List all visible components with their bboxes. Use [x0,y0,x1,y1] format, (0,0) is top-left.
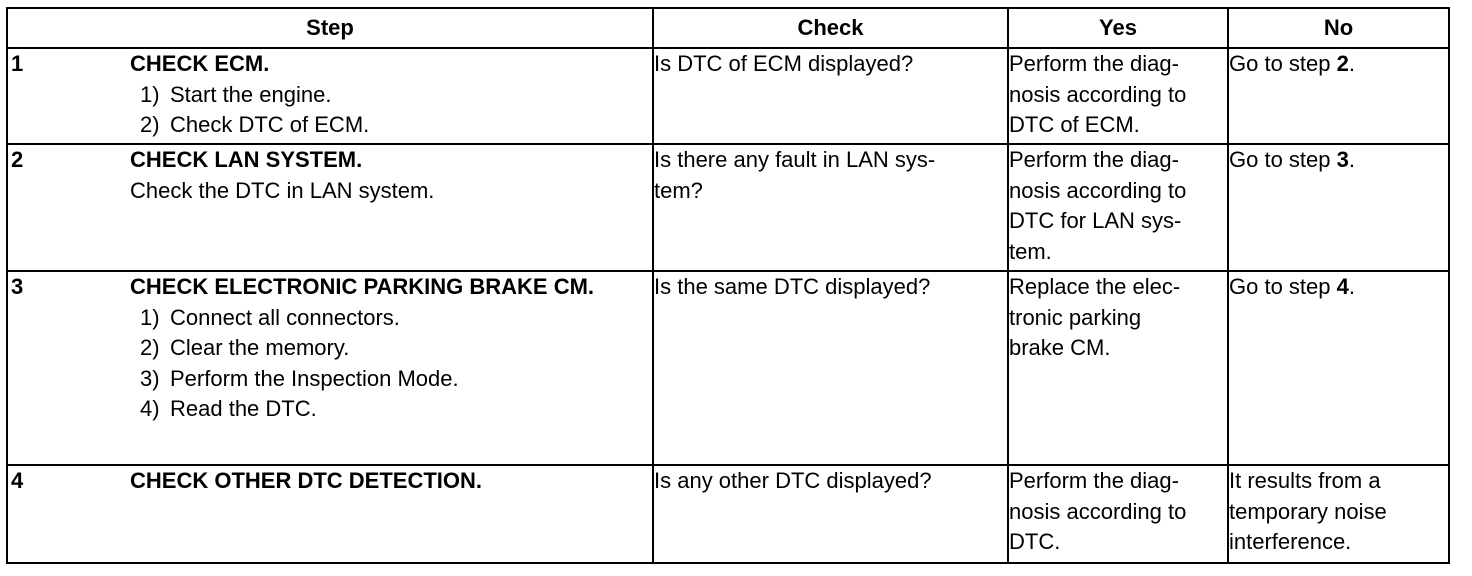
goto-step-number: 4 [1336,274,1349,299]
yes-line: DTC of ECM. [1009,112,1140,137]
no-cell [1228,144,1449,271]
check-line: Is there any fault in LAN sys- [654,147,936,172]
step-item [130,364,612,395]
no-line: temporary noise [1229,498,1387,524]
no-line: interference. [1229,529,1352,554]
step-title: CHECK LAN SYSTEM. [130,147,363,172]
table-row [7,48,1449,144]
step-item-text: Connect all connectors. [170,304,400,330]
step-item-number: 1) [140,304,160,330]
goto-step-number: 3 [1336,147,1349,172]
step-item-text: Perform the Inspection Mode. [170,365,459,391]
step-item-text: Start the engine. [170,81,332,107]
step-cell [7,271,653,465]
yes-cell [1008,465,1228,563]
header-step: Step [7,8,653,48]
yes-line: Perform the diag- [1009,468,1179,493]
no-text: Go to step [1229,147,1337,172]
header-row [7,8,1449,48]
step-number: 3 [11,274,24,299]
no-text-suffix: . [1348,274,1355,299]
step-body-text: Check the DTC in LAN system. [130,177,435,203]
step-number: 1 [11,51,24,76]
yes-line: tronic parking [1009,304,1142,330]
yes-line: DTC for LAN sys- [1009,208,1182,233]
check-line: tem? [654,177,703,203]
step-item [130,110,646,141]
no-line: It results from a [1229,468,1381,493]
step-cell [7,465,653,563]
step-title: CHECK ELECTRONIC PARKING BRAKE CM. [130,274,595,299]
step-item-text: Read the DTC. [170,396,317,421]
yes-cell [1008,144,1228,271]
no-text: Go to step [1229,51,1337,76]
yes-line: nosis according to [1009,498,1187,524]
no-cell [1228,48,1449,144]
no-text-suffix: . [1348,51,1355,76]
step-item-number: 1) [140,81,160,107]
step-title: CHECK OTHER DTC DETECTION. [130,468,482,493]
table-row [7,271,1449,465]
step-item-number: 4) [140,396,160,421]
step-item-number: 2) [140,335,160,360]
check-line: Is the same DTC displayed? [654,274,931,299]
check-cell [653,144,1008,271]
step-item-number: 2) [140,112,160,137]
step-number: 4 [11,468,24,493]
yes-cell [1008,48,1228,144]
yes-line: Perform the diag- [1009,147,1179,172]
step-item-number: 3) [140,365,160,391]
table-row [7,144,1449,271]
no-text-suffix: . [1348,147,1355,172]
step-number: 2 [11,147,24,172]
no-cell [1228,271,1449,465]
step-item [130,333,612,364]
check-cell [653,48,1008,144]
yes-line: tem. [1009,238,1052,264]
table-row [7,465,1449,563]
step-cell [7,144,653,271]
step-item [130,394,612,425]
step-item [130,80,646,111]
yes-line: nosis according to [1009,177,1187,203]
yes-line: DTC. [1009,529,1061,554]
step-title: CHECK ECM. [130,51,270,76]
yes-line: Replace the elec- [1009,274,1181,299]
step-item-text: Clear the memory. [170,335,350,360]
check-cell [653,271,1008,465]
step-cell [7,48,653,144]
no-cell [1228,465,1449,563]
check-line: Is any other DTC displayed? [654,468,932,493]
yes-line: nosis according to [1009,81,1187,107]
goto-step-number: 2 [1336,51,1349,76]
yes-line: brake CM. [1009,335,1111,360]
header-yes: Yes [1008,8,1228,48]
header-check: Check [653,8,1008,48]
check-cell [653,465,1008,563]
yes-cell [1008,271,1228,465]
header-no: No [1228,8,1449,48]
yes-line: Perform the diag- [1009,51,1179,76]
diagnosis-table [6,7,1450,564]
step-item-text: Check DTC of ECM. [170,112,370,137]
step-item [130,303,612,334]
check-line: Is DTC of ECM displayed? [654,51,914,76]
no-text: Go to step [1229,274,1337,299]
